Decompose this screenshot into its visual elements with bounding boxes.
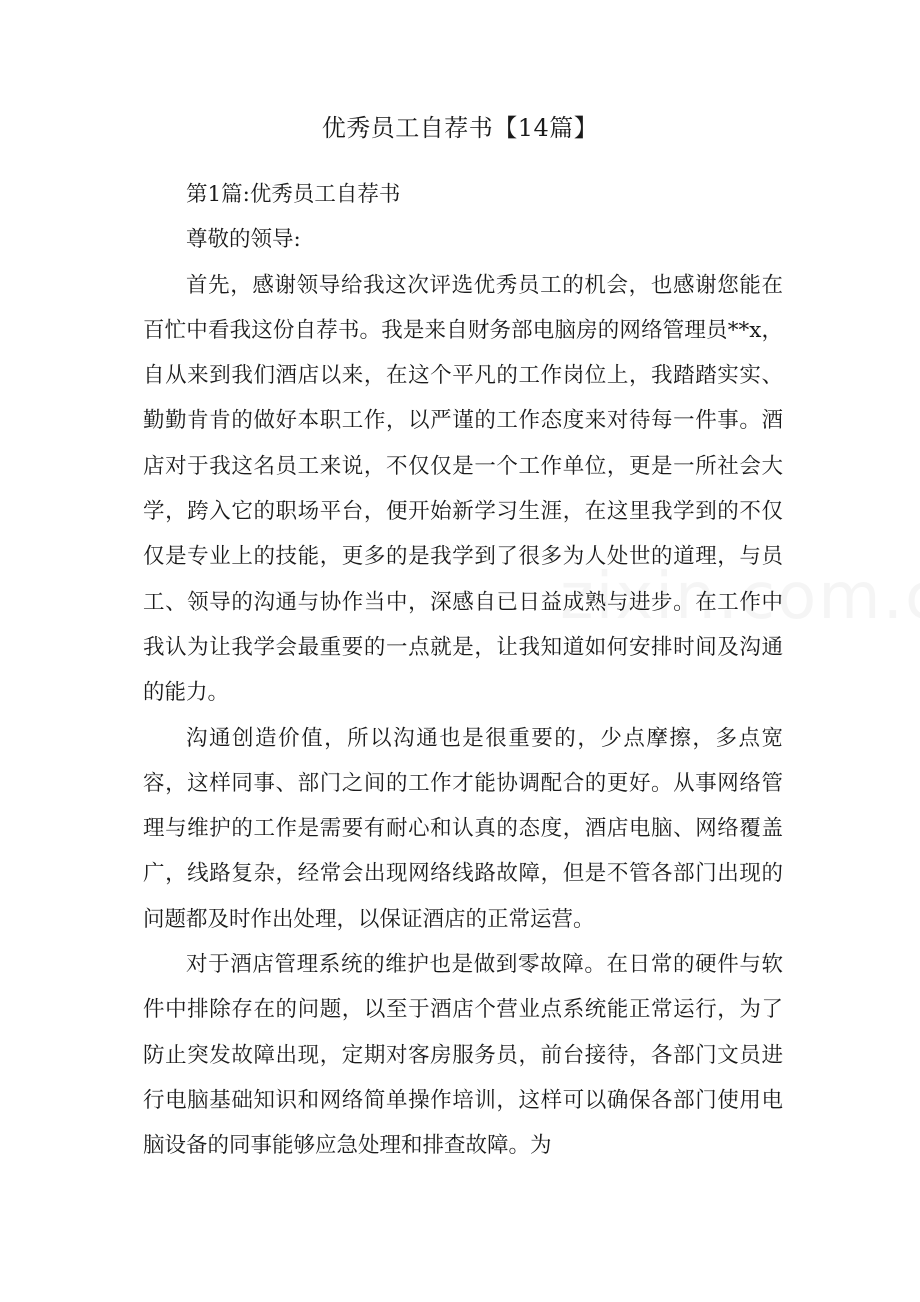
section-heading: 第1篇:优秀员工自荐书 [186,182,401,207]
paragraph: 对于酒店管理系统的维护也是做到零故障。在日常的硬件与软件中排除存在的问题，以至于酒店个营业点系统能正常运行，为了防止突发故障出现，定期对客房服务员，前台接待，各部门文员进行电脑基础知识和网络简单操作培训，这样可以确保各部门使用电脑设备的同事能够应急处理和排查故障。为 [143,952,783,1159]
paragraph: 首先，感谢领导给我这次评选优秀员工的机会，也感谢您能在百忙中看我这份自荐书。我是来自财务部电脑房的网络管理员**x，自从来到我们酒店以来，在这个平凡的工作岗位上，我踏踏实实、勤勤肯肯的做好本职工作，以严谨的工作态度来对待每一件事。酒店对于我这名员工来说，不仅仅是一个工作单位，更是一所社会大学，跨入它的职场平台，便开始新学习生涯，在这里我学到的不仅仅是专业上的技能，更多的是我学到了很多为人处世的道理，与员工、领导的沟通与协作当中，深感自已日益成熟与进步。在工作中我认为让我学会最重要的一点就是，让我知道如何安排时间及沟通的能力。 [143,272,783,706]
paragraph: 沟通创造价值，所以沟通也是很重要的，少点摩擦，多点宽容，这样同事、部门之间的工作才能协调配合的更好。从事网络管理与维护的工作是需要有耐心和认真的态度，酒店电脑、网络覆盖广，线路复杂，经常会出现网络线路故障，但是不管各部门出现的问题都及时作出处理，以保证酒店的正常运营。 [143,725,783,932]
document-title: 优秀员工自荐书【14篇】 [321,114,599,142]
salutation: 尊敬的领导: [186,227,301,253]
document-body [143,172,783,1169]
